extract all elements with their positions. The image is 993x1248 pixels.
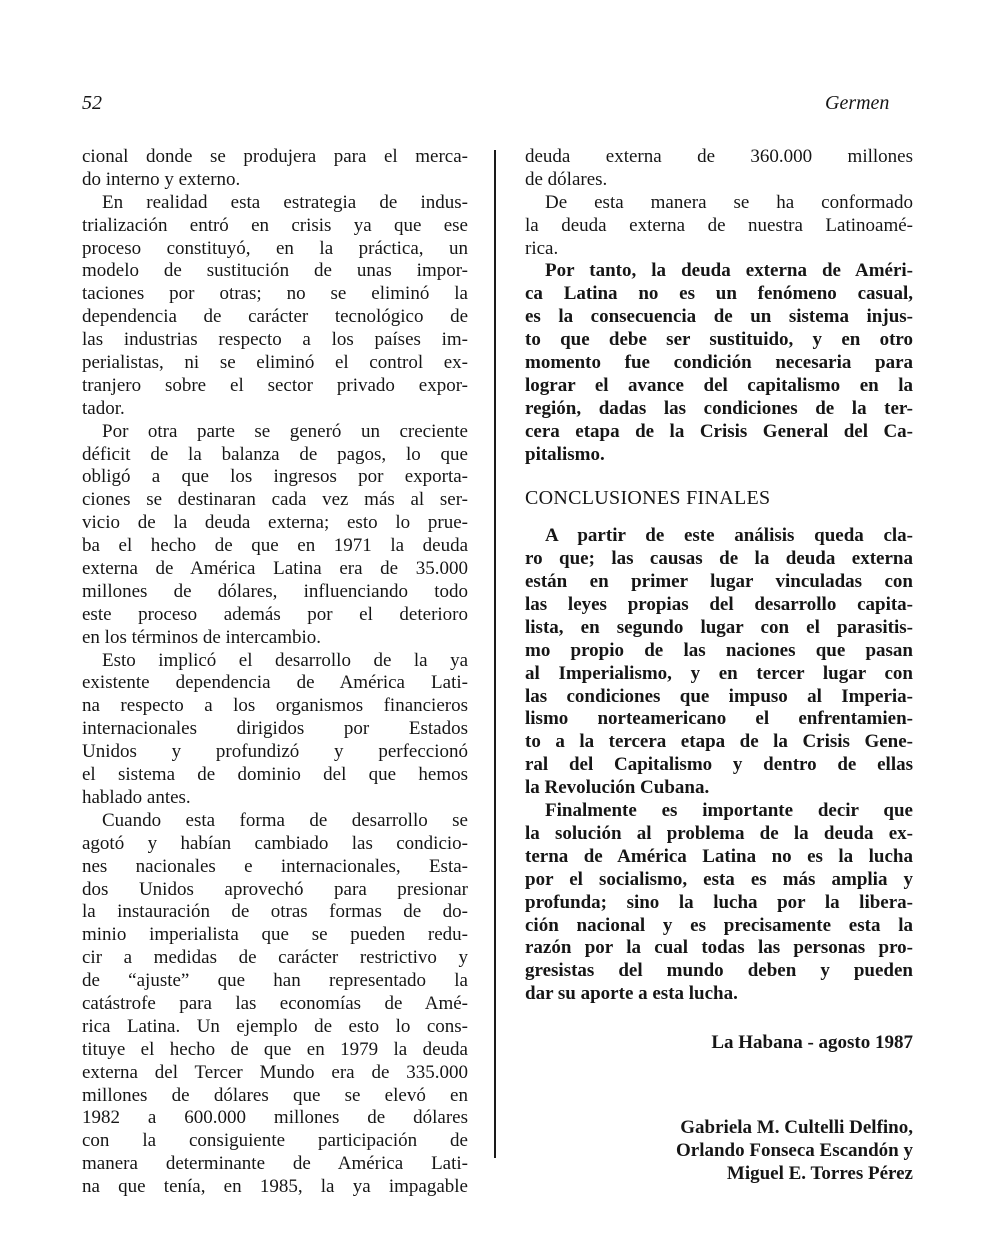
text-line: rica. xyxy=(525,237,559,259)
bold-text-line: la Revolución Cubana. xyxy=(525,777,710,799)
bold-text-line: dar su aporte a esta lucha. xyxy=(525,983,738,1005)
bold-text-line: Finalmente es importante decir que xyxy=(545,800,913,822)
bold-text-line: lograr el avance del capitalismo en la xyxy=(525,374,913,396)
right-column xyxy=(525,146,913,1186)
bold-text-line: profunda; sino la lucha por la libera- xyxy=(525,891,913,913)
text-line: existente dependencia de América Lati- xyxy=(82,672,468,694)
text-line: dependencia de carácter tecnológico de xyxy=(82,306,468,328)
author-line: Gabriela M. Cultelli Delfino, xyxy=(680,1116,913,1138)
running-title: Germen xyxy=(825,92,890,114)
text-line: de dólares. xyxy=(525,168,608,190)
bold-text-line: están en primer lugar vinculadas con xyxy=(525,571,913,593)
text-line: perialistas, ni se eliminó el control ex- xyxy=(82,352,468,374)
bold-text-line: razón por la cual todas las personas pro- xyxy=(525,937,913,959)
text-line: millones de dólares, influenciando todo xyxy=(82,580,468,602)
bold-text-line: ca Latina no es un fenómeno casual, xyxy=(525,283,913,305)
bold-text-line: cera etapa de la Crisis General del Ca- xyxy=(525,420,913,442)
text-line: En realidad esta estrategia de indus- xyxy=(102,191,468,213)
text-line: dos Unidos aprovechó para presionar xyxy=(82,878,468,900)
text-line: externa del Tercer Mundo era de 335.000 xyxy=(82,1061,468,1083)
bold-text-line: ro que; las causas de la deuda externa xyxy=(525,548,913,570)
text-line: ba el hecho de que en 1971 la deuda xyxy=(82,535,468,557)
text-line: ciones se destinaran cada vez más al ser- xyxy=(82,489,468,511)
bold-text-line: la solución al problema de la deuda ex- xyxy=(525,822,913,844)
text-line: la deuda externa de nuestra Latinoamé- xyxy=(525,214,913,236)
text-line: taciones por otras; no se eliminó la xyxy=(82,283,468,305)
author-line: Orlando Fonseca Escandón y xyxy=(675,1139,913,1161)
text-line: internacionales dirigidos por Estados xyxy=(82,718,468,740)
bold-text-line: momento fue condición necesaria para xyxy=(525,352,913,374)
text-line: trialización entró en crisis ya que ese xyxy=(82,214,468,236)
text-line: hablado antes. xyxy=(82,786,191,808)
text-line: las industrias respecto a los países im- xyxy=(82,329,468,351)
text-line: manera determinante de América Lati- xyxy=(82,1153,468,1175)
bold-text-line: lista, en segundo lugar con el parasitis- xyxy=(525,616,913,638)
bold-text-line: A partir de este análisis queda cla- xyxy=(545,525,913,547)
bold-text-line: por el socialismo, esta es más amplia y xyxy=(525,868,913,890)
bold-text-line: las leyes propias del desarrollo capita- xyxy=(525,594,913,616)
text-line: tituye el hecho de que en 1979 la deuda xyxy=(82,1038,468,1060)
text-line: deuda externa de 360.000 millones xyxy=(525,146,913,167)
text-line: este proceso además por el deterioro xyxy=(82,603,468,625)
text-line: minio imperialista que se pueden redu- xyxy=(82,924,468,946)
bold-text-line: gresistas del mundo deben y pueden xyxy=(525,960,913,982)
text-line: Unidos y profundizó y perfeccionó xyxy=(82,741,468,763)
text-line: obligó a que los ingresos por exporta- xyxy=(82,466,468,488)
text-line: vicio de la deuda externa; esto lo prue- xyxy=(82,512,468,534)
bold-text-line: pitalismo. xyxy=(525,443,605,465)
bold-text-line: región, dadas las condiciones de la ter- xyxy=(525,397,913,419)
text-line: na respecto a los organismos financieros xyxy=(82,695,468,717)
text-line: externa de América Latina era de 35.000 xyxy=(82,558,468,580)
text-line: tranjero sobre el sector privado expor- xyxy=(82,374,468,396)
text-line: el sistema de dominio del que hemos xyxy=(82,764,468,786)
place-date: La Habana - agosto 1987 xyxy=(711,1032,913,1054)
bold-text-line: to que debe ser sustituido, y en otro xyxy=(525,329,913,351)
text-line: la instauración de otras formas de do- xyxy=(82,901,468,923)
text-line: modelo de sustitución de unas impor- xyxy=(82,260,468,282)
text-line: con la consiguiente participación de xyxy=(82,1130,468,1152)
text-line: na que tenía, en 1985, la ya impagable xyxy=(82,1176,468,1198)
text-line: rica Latina. Un ejemplo de esto lo cons- xyxy=(82,1015,468,1037)
left-column xyxy=(82,146,468,1199)
text-line: Esto implicó el desarrollo de la ya xyxy=(102,649,468,671)
bold-text-line: las condiciones que impuso al Imperia- xyxy=(525,685,913,707)
bold-text-line: ral del Capitalismo y dentro de ellas xyxy=(525,754,913,776)
author-line: Miguel E. Torres Pérez xyxy=(726,1162,913,1184)
text-line: nes nacionales e internacionales, Esta- xyxy=(82,855,468,877)
text-line: Por otra parte se generó un creciente xyxy=(102,420,468,442)
bold-text-line: to a la tercera etapa de la Crisis Gene- xyxy=(525,731,913,753)
text-line: de “ajuste” que han representado la xyxy=(82,970,468,992)
bold-text-line: lismo norteamericano el enfrentamien- xyxy=(525,708,913,730)
text-line: 1982 a 600.000 millones de dólares xyxy=(82,1107,468,1129)
bold-text-line: Por tanto, la deuda externa de Améri- xyxy=(545,260,913,282)
bold-text-line: mo propio de las naciones que pasan xyxy=(525,639,913,661)
bold-text-line: ción nacional y es precisamente esta la xyxy=(525,914,913,936)
text-line: en los términos de intercambio. xyxy=(82,626,322,648)
page-number: 52 xyxy=(82,92,102,114)
bold-text-line: terna de América Latina no es la lucha xyxy=(525,845,913,867)
column-divider xyxy=(494,150,496,1158)
text-line: cir a medidas de carácter restrictivo y xyxy=(82,947,468,969)
text-line: millones de dólares que se elevó en xyxy=(82,1084,468,1106)
text-line: De esta manera se ha conformado xyxy=(545,191,913,213)
text-line: tador. xyxy=(82,397,125,419)
text-line: do interno y externo. xyxy=(82,168,241,190)
text-line: Cuando esta forma de desarrollo se xyxy=(102,809,468,831)
section-heading: CONCLUSIONES FINALES xyxy=(525,487,771,510)
bold-text-line: es la consecuencia de un sistema injus- xyxy=(525,306,913,328)
bold-text-line: al Imperialismo, y en tercer lugar con xyxy=(525,662,913,684)
text-line: déficit de la balanza de pagos, lo que xyxy=(82,443,468,465)
text-line: cional donde se produjera para el merca- xyxy=(82,146,468,167)
text-line: agotó y habían cambiado las condicio- xyxy=(82,832,468,854)
text-line: proceso constituyó, en la práctica, un xyxy=(82,237,468,259)
text-line: catástrofe para las economías de Amé- xyxy=(82,992,468,1014)
